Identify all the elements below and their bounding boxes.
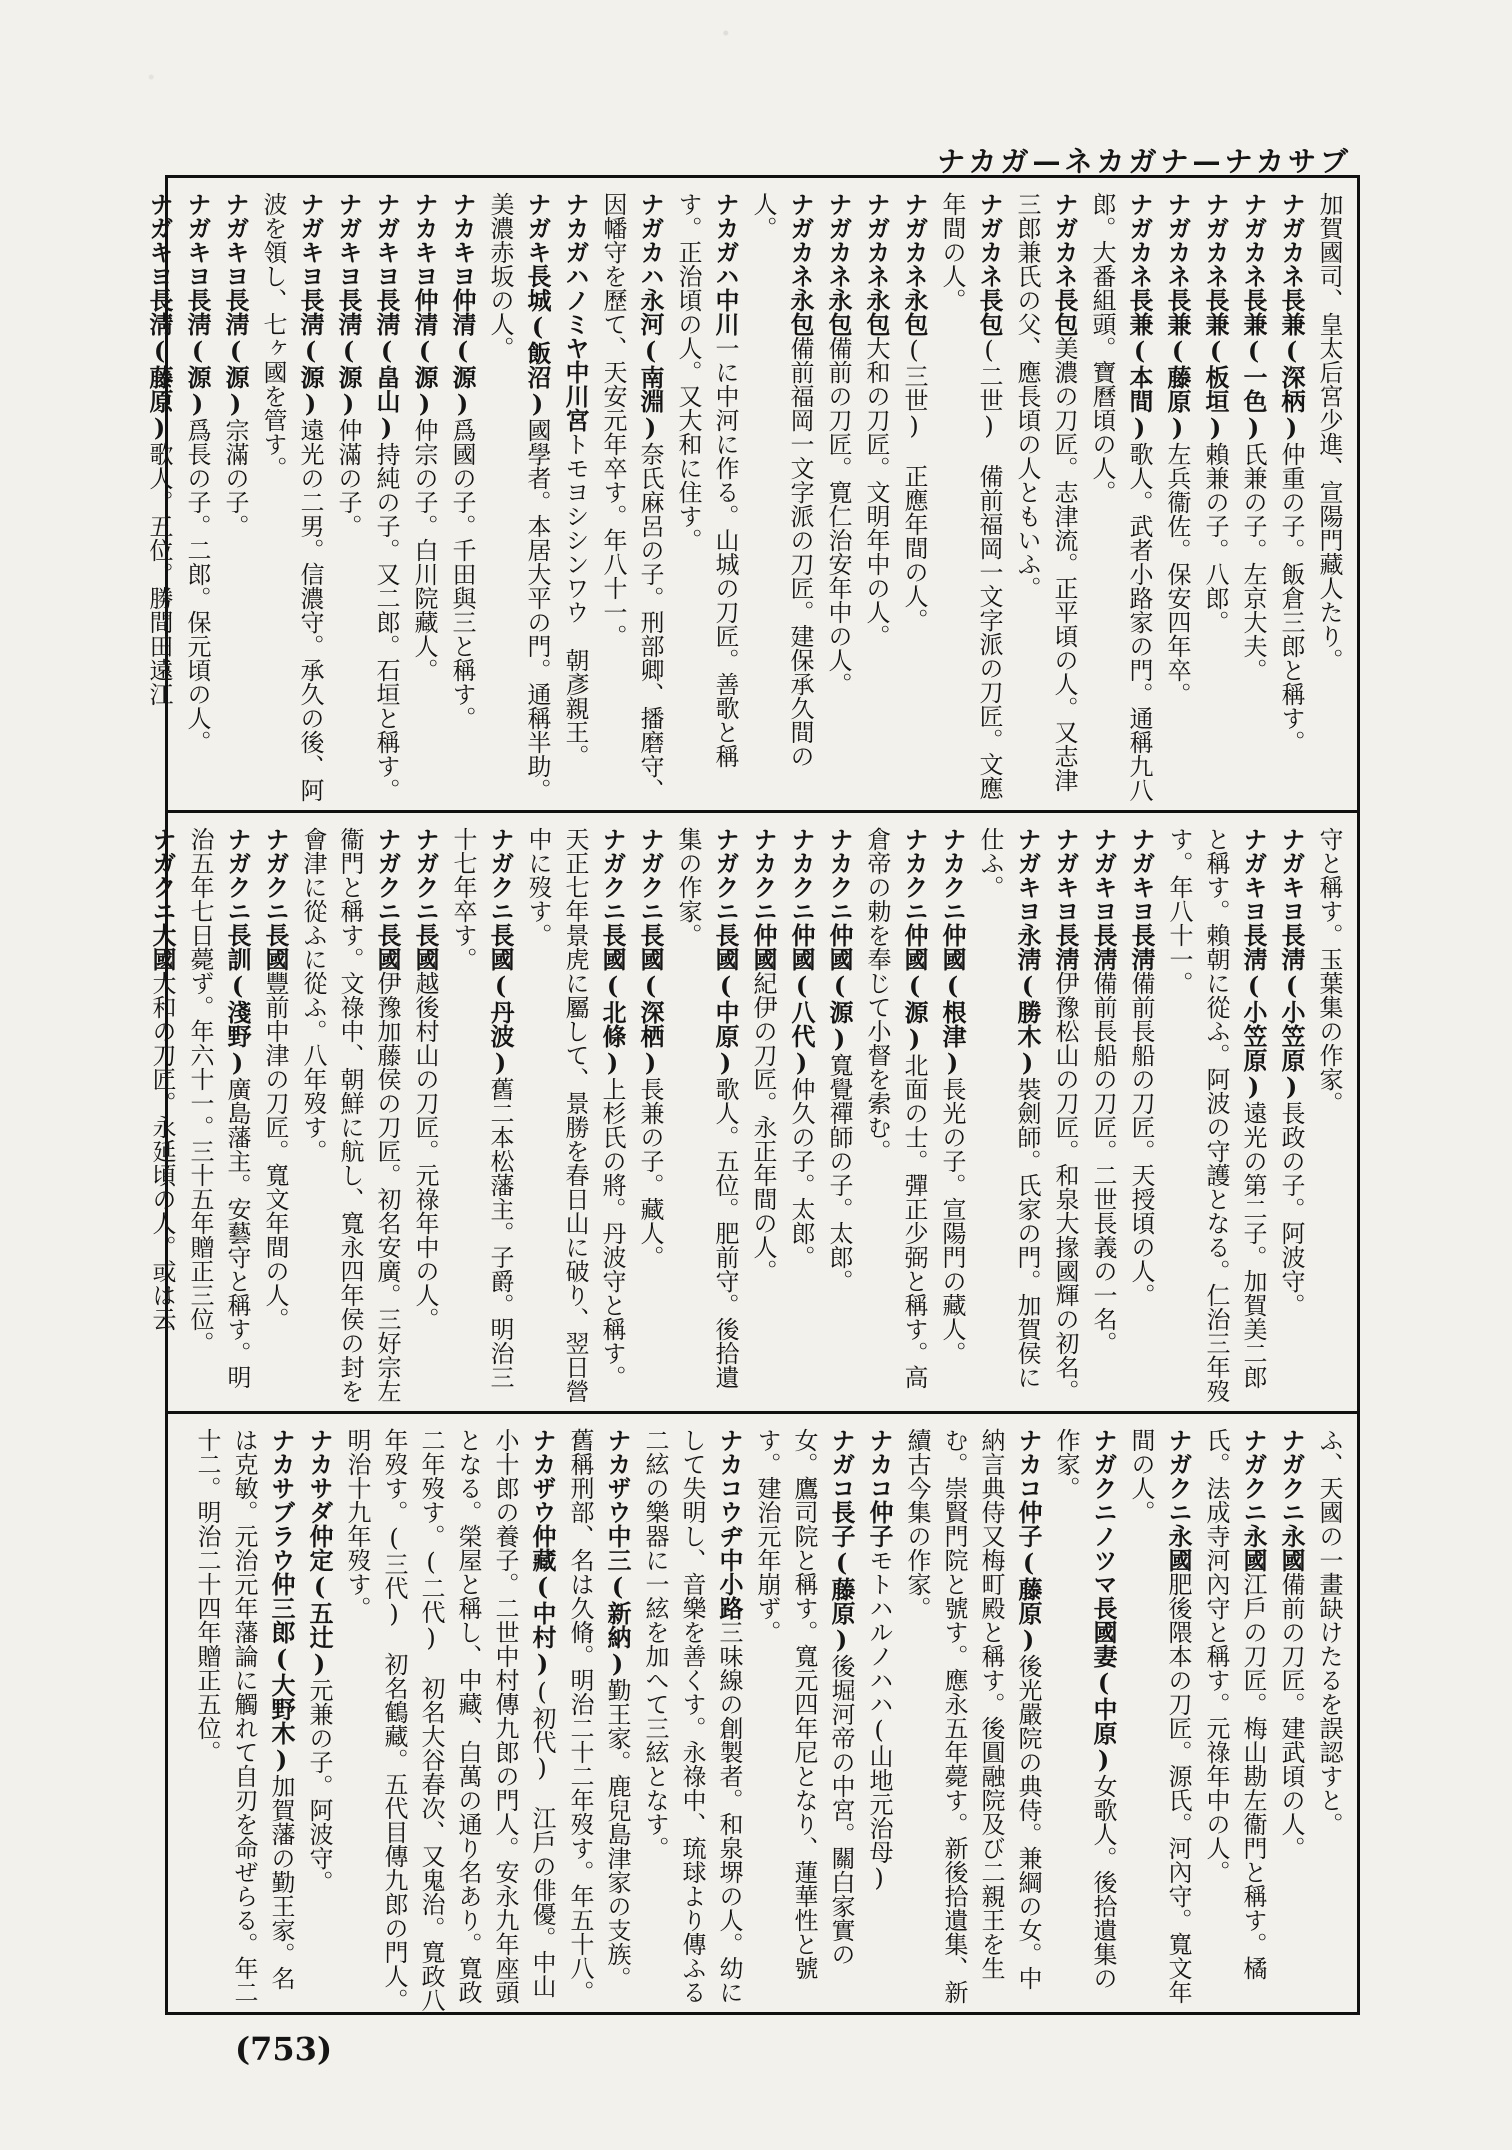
entry-text: 左兵衞佐。保安四年卒。 [1163,442,1191,706]
dictionary-entry [1310,827,1347,1411]
entry-text: 遠光の二男。信濃守。承久の後、阿波を領し、七ヶ國を管す。 [259,192,324,802]
entry-reading: ナカコ [1014,1428,1042,1500]
entry-name: 長訓(淺野) [223,923,252,1077]
entry-text: 氏兼の子。左京大夫。 [1239,442,1267,682]
dictionary-entry [636,1428,748,2012]
entry-reading: ナガカネ [1050,192,1078,288]
entry-name: 長國 [373,923,402,971]
dictionary-entry [181,827,256,1411]
entry-name: 中小路 [715,1548,744,1620]
dictionary-entry [254,192,329,810]
dictionary-entry [820,827,858,1411]
entry-reading: ナカクニ [825,827,853,923]
entry-name: 永淸(勝木) [1013,923,1042,1077]
entry-reading: ナガクニ [598,827,626,923]
entry-reading: ナガカネ [1163,192,1191,288]
dictionary-entry [1084,827,1122,1411]
entry-reading: ナガキヨ [1239,827,1267,923]
dictionary-entry [1083,192,1158,810]
entry-name: 永包 [824,288,853,336]
entry-name: 長兼(本間) [1125,288,1154,442]
entry-reading: ナガクニ [148,827,176,923]
entry-name: 永國 [1239,1524,1268,1572]
entry-text: (三世) 正應年間の人。 [900,336,928,632]
entry-name: 永包 [786,288,815,336]
entry-reading: ナガカネ [862,192,890,288]
dictionary-entry [895,192,933,810]
dictionary-entry [443,192,481,810]
entry-text: 伊豫松山の刀匠。和泉大掾國輝の初名。 [1051,971,1079,1403]
section-bottom [168,1414,1357,2012]
entry-name: 長國(中原) [711,923,740,1077]
entry-reading: ナカクニ [787,827,815,923]
entry-reading: ナガキヨ [296,192,324,288]
entry-reading: ナガカネ [975,192,1003,288]
entry-name: 長國妻(中原) [1089,1596,1118,1774]
entry-text: 舊二本松藩主。子爵。明治三十七年卒す。 [449,827,514,1389]
dictionary-entry [1197,1428,1272,2012]
entry-text: 爲國の子。千田與三と稱す。 [448,418,476,730]
entry-reading: ナカキヨ [448,192,476,288]
entry-text: 國學者。本居大平の門。通稱半助。美濃赤坂の人。 [486,192,551,802]
dictionary-entry [556,192,594,810]
entry-name: 長兼(深柄) [1277,288,1306,442]
entry-text: 長兼の子。藏人。 [636,1077,664,1269]
entry-text: 上杉氏の將。丹波守と稱す。天正七年景虎に屬して、景勝を春日山に破り、翌日營中に歿す。 [524,827,626,1403]
entry-text: 歌人。五位。肥前守。後拾遺集の作家。 [674,827,739,1389]
entry-name: 長淸 [1089,923,1118,971]
entry-reading: ナガクニ [711,827,739,923]
entry-reading: ナガクニ [1239,1428,1267,1524]
page-specks [0,0,1512,110]
entry-name: 長淸 [1127,923,1156,971]
entry-reading: ナカガハ [711,192,739,288]
entry-reading: ナカキヨ [410,192,438,288]
dictionary-entry [1310,192,1347,810]
entry-text: 廣島藩主。安藝守と稱す。明治五年七日薨ず。年六十一。三十五年贈正三位。 [186,827,251,1389]
entry-name: 長淸(源) [334,288,363,418]
dictionary-entry [933,827,971,1411]
entry-name: 中川宮 [561,360,590,432]
dictionary-entry [300,1428,338,2012]
entry-text: 大和の刀匠。永延頃の人。或は云 [148,971,176,1331]
entry-text: 備前の刀匠。寛仁治安年中の人。 [824,336,852,696]
entry-reading: ナガカネ [1201,192,1229,288]
dictionary-entry [594,192,669,810]
entry-reading: ナカコウヂ [715,1428,743,1548]
running-head: ナカガ—ネカガナ—ナカサブ [937,145,1352,178]
entry-reading: ナガクニ [636,827,664,923]
entry-text: (二世) 備前福岡一文字派の刀匠。文應年間の人。 [938,192,1003,800]
entry-name: 仲清(源) [410,288,439,418]
entry-text: 備前長船の刀匠。天授頃の人。 [1127,971,1155,1307]
entry-reading: ナガキ [523,192,551,264]
entry-text: 賴兼の子。八郎。 [1201,442,1229,634]
entry-name: 長淸 [1051,923,1080,971]
entry-text: 一に中河に作る。山城の刀匠。善歌と稱す。正治頃の人。又大和に住す。 [674,192,739,768]
entry-name: 長子(藤原) [827,1500,856,1654]
entry-reading: ナガクニ [223,827,251,923]
entry-reading: ナガカネ [1125,192,1153,288]
dictionary-entry [294,827,406,1411]
dictionary-entry [406,827,444,1411]
entry-reading: ナガカネ [1239,192,1267,288]
dictionary-entry [669,827,744,1411]
entry-name: 長淸(小笠原) [1239,923,1268,1101]
entry-name: 長淸(藤原) [145,288,174,442]
entry-text: 北面の士。彈正少弼と稱す。高倉帝の勅を奉じて小督を索む。 [863,827,928,1389]
entry-text: 肥後隈本の刀匠。源氏。河內守。寬文年間の人。 [1127,1428,1192,2004]
entry-name: 仲國(源) [900,923,929,1053]
dictionary-entry [140,192,178,810]
entry-name: 長淸(源) [183,288,212,418]
entry-text: 守と稱す。玉葉集の作家。 [1315,827,1343,1115]
entry-text: (初代) 江戶の俳優。中山小十郎の養子。二世中村傳九郎の門人。安永九年座頭となる。榮屋と稱し、中藏、白萬の通り名あり。寬政二年歿す。(二代) 初名大谷春次、又鬼治。寬政八年歿す。(三代) 初名鶴藏。五代目傳九郎の門人。明治十九年歿す。 [343,1428,556,2012]
entry-name: 仲定(五辻) [305,1524,334,1678]
entry-reading: ナガキヨ [1277,827,1305,923]
page-number: (753) [235,2030,333,2068]
dictionary-entry [898,1428,1047,2012]
entry-name: 仲藏(中村) [528,1524,557,1678]
entry-name: 仲國(八代) [787,923,816,1077]
entry-name: 長包 [975,288,1004,336]
entry-name: 長包 [1050,288,1079,336]
entry-reading: ナガクニ [411,827,439,923]
entry-reading: ナガキヨ [1089,827,1117,923]
entry-text: 寬覺禪師の子。太郎。 [825,1053,853,1293]
dictionary-entry [1047,1428,1122,2012]
entry-name: 長淸(源) [296,288,325,418]
entry-reading: ナカクニ [938,827,966,923]
dictionary-entry [1122,1428,1197,2012]
entry-name: 長國(北條) [598,923,627,1077]
entry-reading: ナガカハ [636,192,664,288]
dictionary-entry [744,827,782,1411]
entry-name: 長城(飯沼) [523,264,552,418]
entry-reading: ナガクニ [486,827,514,923]
entry-text: 備前福岡一文字派の刀匠。建保承久間の人。 [749,192,814,768]
dictionary-entry [1158,192,1196,810]
entry-text: 歌人。武者小路家の門。通稱九八郎。大番組頭。寶曆頃の人。 [1088,192,1153,802]
entry-text: 持純の子。又二郎。石垣と稱す。 [372,442,400,802]
entry-name: 長淸(小笠原) [1277,923,1306,1101]
entry-text: 後堀河帝の中宮。關白家實の女。鷹司院と稱す。寬元四年尼となり、蓮華性と號す。建治元年崩ず。 [753,1428,855,1980]
dictionary-entry [819,192,857,810]
dictionary-entry [256,827,294,1411]
entry-text: 長政の子。阿波守。 [1277,1101,1305,1317]
dictionary-entry [1160,827,1272,1411]
dictionary-entry [748,1428,860,2012]
dictionary-entry [933,192,1008,810]
entry-text: 仲滿の子。 [334,418,362,538]
dictionary-entry [188,1428,300,2012]
entry-name: 中三(新納) [603,1524,632,1678]
entry-name: 中川 [711,288,740,336]
dictionary-entry [744,192,819,810]
entry-reading: ナガキヨ [1051,827,1079,923]
entry-reading: ナカクニ [900,827,928,923]
entry-name: 仲子(藤原) [1014,1500,1043,1654]
dictionary-entry [1310,1428,1347,2012]
entry-text: 長光の子。宣陽門の藏人。 [938,1077,966,1365]
entry-text: 遠光の第二子。加賀美二郎と稱す。賴朝に從ふ。阿波の守護となる。仁治三年歿す。年八十一。 [1165,827,1267,1403]
entry-text: 江戶の刀匠。梅山勘左衞門と稱す。橘氏。法成寺河內守と稱す。元祿年中の人。 [1202,1428,1267,1980]
entry-reading: ナカザウ [528,1428,556,1524]
dictionary-entry [405,192,443,810]
dictionary-entry [481,192,556,810]
entry-text: 備前長船の刀匠。二世長義の一名。 [1089,971,1117,1355]
entry-name: 仲清(源) [448,288,477,418]
entry-reading: ナガキヨ [1127,827,1155,923]
entry-text: 伊豫加藤侯の刀匠。初名安廣。三好宗左衞門と稱す。文祿中、朝鮮に航し、寬永四年侯の封を會津に從ふに從ふ。八年歿す。 [299,827,401,1403]
entry-name: 長國(丹波) [486,923,515,1077]
entry-reading: ナガキヨ [183,192,211,288]
entry-name: 仲子 [865,1500,894,1548]
entry-reading: ナカガハノミヤ [561,192,589,360]
dictionary-entry [631,827,669,1411]
entry-name: 永國 [1164,1524,1193,1572]
dictionary-entry [1046,827,1084,1411]
entry-reading: ナガクニ [261,827,289,923]
section-top [145,178,1357,810]
dictionary-entry [971,827,1046,1411]
entry-text: 仲宗の子。白川院藏人。 [410,418,438,682]
entry-reading: ナガキヨ [1013,827,1041,923]
dictionary-entry [367,192,405,810]
dictionary-entry [1272,1428,1310,2012]
entry-name: 永河(南淵) [636,288,665,442]
entry-reading: ナガカネ [786,192,814,288]
dictionary-entry [858,827,933,1411]
entry-reading: ナカサブラウ [267,1428,295,1572]
entry-text: 備前の刀匠。建武頃の人。 [1277,1572,1305,1860]
entry-name: 長兼(板垣) [1201,288,1230,442]
dictionary-entry [329,192,367,810]
entry-reading: ナガクニノツマ [1089,1428,1117,1596]
entry-name: 仲國 [749,923,778,971]
entry-name: 仲三郎(大野木) [267,1572,296,1774]
dictionary-entry [1272,192,1310,810]
entry-reading: ナカサダ [305,1428,333,1524]
dictionary-entry [1008,192,1083,810]
text-frame [145,175,1360,2015]
entry-text: 裝劍師。氏家の門。加賀侯に仕ふ。 [976,827,1041,1389]
dictionary-entry [519,827,631,1411]
entry-text: 大和の刀匠。文明年中の人。 [862,336,890,648]
entry-text: 紀伊の刀匠。永正年間の人。 [749,971,777,1283]
entry-name: 長國 [261,923,290,971]
entry-name: 長兼(一色) [1239,288,1268,442]
dictionary-entry [561,1428,636,2012]
entry-name: 長淸(畠山) [372,288,401,442]
entry-name: 永包 [900,288,929,336]
entry-reading: ナガキヨ [145,192,173,288]
entry-text: 歌人。五位。勝間田遠江 [145,442,173,706]
dictionary-entry [338,1428,561,2012]
entry-text: 爲長の子。二郎。保元頃の人。 [183,418,211,754]
dictionary-entry [669,192,744,810]
entry-text: ふ、天國の一畫缺けたるを誤認すと。 [1315,1428,1343,1836]
dictionary-entry [860,1428,898,2012]
dictionary-entry [216,192,254,810]
entry-reading: ナガクニ [1164,1428,1192,1524]
entry-name: 仲國(根津) [938,923,967,1077]
entry-text: 元兼の子。阿波守。 [305,1678,333,1894]
entry-reading: ナガクニ [373,827,401,923]
entry-name: 長國(深栖) [636,923,665,1077]
entry-text: 仲重の子。飯倉三郎と稱す。 [1277,442,1305,754]
dictionary-entry [1122,827,1160,1411]
dictionary-entry [1196,192,1234,810]
entry-name: 永包 [862,288,891,336]
entry-text: 仲久の子。太郎。 [787,1077,815,1269]
dictionary-entry [1272,827,1310,1411]
entry-name: 永國 [1277,1524,1306,1572]
dictionary-entry [143,827,181,1411]
entry-text: 越後村山の刀匠。元祿年中の人。 [411,971,439,1331]
entry-text: 加賀藩の勤王家。名は克敏。元治元年藩論に觸れて自刃を命ぜらる。年二十二。明治二十四年贈正五位。 [193,1428,295,2004]
entry-reading: ナガカネ [1277,192,1305,288]
entry-name: 長國 [411,923,440,971]
entry-text: 勤王家。鹿兒島津家の支族。舊稱刑部、名は久脩。明治二十二年歿す。年五十八。 [566,1428,631,2004]
entry-reading: ナガキヨ [334,192,362,288]
entry-name: 大國 [148,923,177,971]
entry-reading: ナガカネ [900,192,928,288]
entry-reading: ナカザウ [603,1428,631,1524]
entry-text: トモヨシシンワウ 朝彥親王。 [561,432,589,768]
dictionary-entry [1234,192,1272,810]
entry-text: 美濃の刀匠。志津流。正平頃の人。又志津三郎兼氏の父、應長頃の人ともいふ。 [1013,192,1078,792]
entry-text: 宗滿の子。 [221,418,249,538]
entry-reading: ナガコ [827,1428,855,1500]
entry-reading: ナガクニ [1277,1428,1305,1524]
entry-reading: ナガキヨ [372,192,400,288]
dictionary-entry [178,192,216,810]
entry-name: 長淸(源) [221,288,250,418]
dictionary-entry [444,827,519,1411]
entry-text: 加賀國司、皇太后宮少進、宣陽門藏人たり。 [1315,192,1343,672]
dictionary-entry [782,827,820,1411]
entry-text: 後光嚴院の典侍。兼綱の女。中納言典侍又梅町殿と稱す。後圓融院及び二親王を生む。崇賢門院と號す。應永五年薨す。新後拾遺集、新續古今集の作家。 [903,1428,1042,2004]
entry-text: モトハルノハハ(山地元治母) [865,1548,893,1892]
entry-name: 長兼(藤原) [1163,288,1192,442]
entry-text: 三味線の創製者。和泉堺の人。幼にして失明し、音樂を善くす。永祿中、琉球より傳ふる二絃の樂器に一絃を加へて三絃となす。 [641,1428,743,2004]
entry-reading: ナガキヨ [221,192,249,288]
section-middle [148,813,1357,1411]
entry-name: 仲國(源) [825,923,854,1053]
entry-text: 奈氏麻呂の子。刑部卿、播磨守、因幡守を歷て、天安元年卒す。年八十一。 [599,192,664,802]
entry-reading: ナカクニ [749,827,777,923]
dictionary-entry [857,192,895,810]
entry-text: 豐前中津の刀匠。寬文年間の人。 [261,971,289,1331]
entry-text: 女歌人。後拾遺集の作家。 [1052,1428,1117,1990]
entry-reading: ナガカネ [824,192,852,288]
entry-reading: ナカコ [865,1428,893,1500]
